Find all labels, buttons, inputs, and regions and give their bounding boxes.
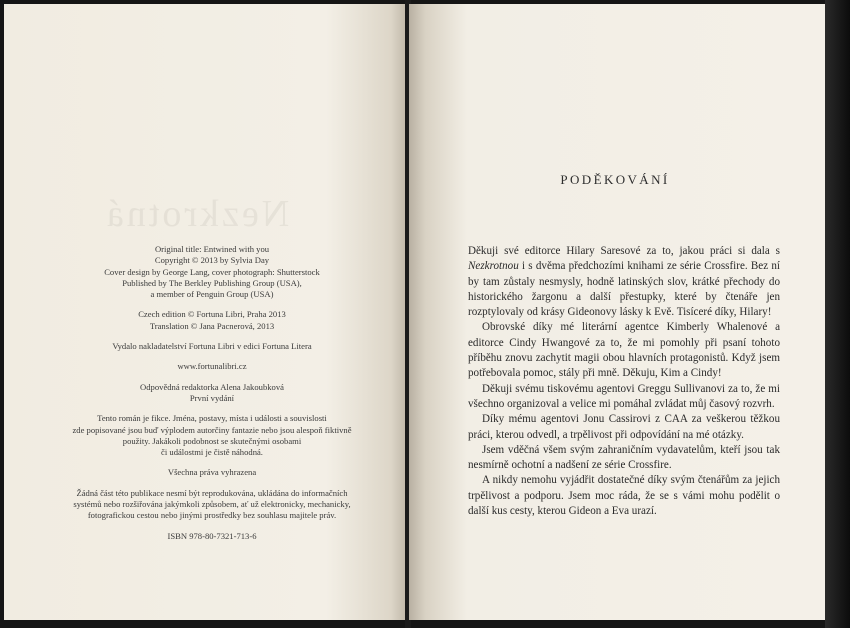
imprint-line: Czech edition © Fortuna Libri, Praha 2013 — [138, 309, 286, 320]
paragraph: Děkuji své editorce Hilary Saresové za to, jakou práci si dala s Nezkrotnou i s dvěma předchozími knihami ze série Crossfire. Bez ní by tam zůstaly nesmysly, hodně latinských slov, krátké přechody do historického žargonu a další přestupky, které by čtenáře jen rozptylovaly od krásy Gideonovy lásky k Evě. Tisíceré díky, Hilary! — [468, 245, 780, 319]
paragraph: Jsem vděčná všem svým zahraničním vydavatelům, kteří jsou tak nesmírně ochotní a nadšení ze série Crossfire. — [468, 443, 780, 472]
left-page — [4, 4, 407, 620]
paragraph: Děkuji svému tiskovému agentovi Greggu Sullivanovi za to, že mi všechno organizoval a velice mi pomáhal zvládat můj časový rozvrh. — [468, 382, 780, 410]
copyright-notice-line: Žádná část této publikace nesmí být reprodukována, ukládána do informačních — [76, 487, 348, 498]
paragraph: Obrovské díky mé literární agentce Kimberly Whalenové a editorce Cindy Hwangové za to, že mi pomohly při psaní tohoto příběhu znovu zachytit magii obou hlavních protagonistů. Když jsem potřebovala pomoc, stály při mně. Děkuju, Kim a Cindy! — [468, 321, 780, 380]
paragraph: Díky mému agentovi Jonu Cassirovi z CAA za veškerou těžkou práci, kterou odvedl, a trpělivost při odpovídání na mé otázky. — [468, 413, 780, 441]
imprint-line: Published by The Berkley Publishing Group (USA), — [122, 277, 302, 288]
copyright-notice-line: fotografickou cestou nebo jinými prostředky bez souhlasu majitele práv. — [87, 510, 337, 521]
imprint-line: Cover design by George Lang, cover photograph: Shutterstock — [104, 266, 320, 277]
disclaimer-line: Tento román je fikce. Jména, postavy, místa i události a souvislosti — [97, 413, 327, 424]
imprint-line: Original title: Entwined with you — [154, 244, 270, 254]
imprint-line: První vydání — [189, 392, 235, 403]
imprint-line: Odpovědná redaktorka Alena Jakoubková — [140, 381, 284, 392]
italic-book-title: Nezkrotnou — [468, 260, 519, 273]
imprint-line: a member of Penguin Group (USA) — [150, 289, 274, 300]
disclaimer-line: či událostmi je čistě náhodná. — [161, 447, 263, 458]
cover-edge — [825, 0, 850, 628]
publisher-website: www.fortunalibri.cz — [177, 361, 247, 372]
imprint-line: Copyright © 2013 by Sylvia Day — [154, 255, 270, 266]
copyright-notice-line: systémů nebo rozšiřována jakýmkoli způsobem, ať už elektronicky, mechanicky, — [73, 499, 351, 510]
disclaimer-line: použity. Jakákoli podobnost se skutečnými osobami — [122, 435, 302, 446]
paragraph: A nikdy nemohu vyjádřit dostatečné díky svým čtenářům za jejich trpělivost a podporu. Jsem moc ráda, že se s vámi mohu podělit o další kus cesty, kterou Gideon a Eva urazí. — [468, 474, 780, 518]
imprint-block — [32, 244, 392, 542]
imprint-line: Vydalo nakladatelství Fortuna Libri v edici Fortuna Litera — [112, 341, 312, 352]
chapter-title: PODĚKOVÁNÍ — [560, 172, 670, 187]
imprint-line: Translation © Jana Pacnerová, 2013 — [149, 320, 275, 331]
disclaimer-line: zde popisované jsou buď výplodem autorčiny fantazie nebo jsou alespoň fiktivně — [72, 424, 352, 435]
show-through-text: Nezkrotná — [104, 193, 290, 235]
isbn: ISBN 978-80-7321-713-6 — [167, 530, 257, 541]
rights-line: Všechna práva vyhrazena — [167, 467, 257, 478]
acknowledgements-text — [468, 244, 780, 519]
